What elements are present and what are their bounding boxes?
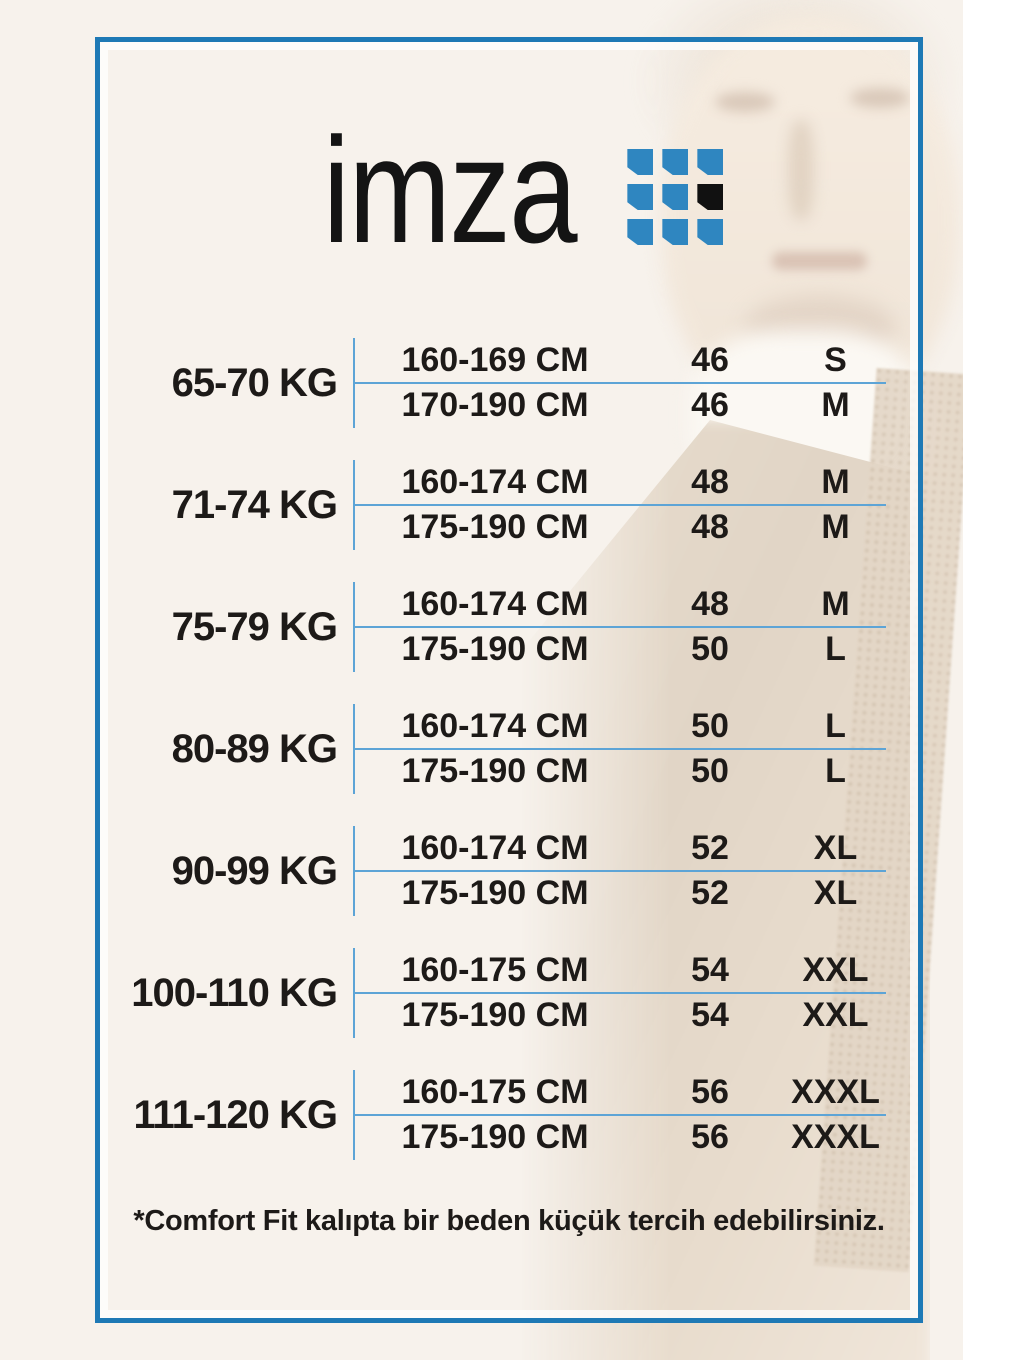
letter-cell: XXL — [802, 996, 869, 1034]
weight-group — [103, 460, 893, 550]
letter-cell: XXXL — [791, 1118, 880, 1156]
weight-group — [103, 948, 893, 1038]
logo-dot — [662, 219, 688, 245]
table-row — [355, 704, 886, 749]
size-cell: 50 — [691, 752, 729, 790]
height-cell: 170-190 CM — [401, 386, 589, 424]
table-row — [355, 338, 886, 383]
group-rows — [353, 1070, 886, 1160]
letter-cell: L — [825, 752, 846, 790]
group-rows — [353, 948, 886, 1038]
brand-logo-text: imza — [322, 106, 576, 274]
size-cell: 50 — [691, 707, 729, 745]
letter-cell: M — [821, 508, 850, 546]
letter-cell: M — [821, 386, 850, 424]
table-row — [355, 505, 886, 550]
size-cell: 46 — [691, 386, 729, 424]
letter-cell: XL — [813, 829, 858, 867]
group-rows — [353, 826, 886, 916]
letter-cell: L — [825, 630, 846, 668]
group-rows — [353, 338, 886, 428]
size-cell: 56 — [691, 1118, 729, 1156]
table-row — [355, 993, 886, 1038]
logo-dot — [627, 219, 653, 245]
size-cell: 46 — [691, 341, 729, 379]
height-cell: 175-190 CM — [401, 630, 589, 668]
weight-label: 111-120 KG — [133, 1092, 337, 1137]
height-cell: 160-175 CM — [401, 1073, 589, 1111]
group-rows — [353, 704, 886, 794]
letter-cell: XXL — [802, 951, 869, 989]
table-row — [355, 871, 886, 916]
comfort-fit-footnote: *Comfort Fit kalıpta bir beden küçük tercih edebilirsiniz. — [133, 1205, 885, 1237]
logo-dot — [697, 219, 723, 245]
weight-group — [103, 338, 893, 428]
weight-group — [103, 1070, 893, 1160]
table-row — [355, 826, 886, 871]
size-cell: 52 — [691, 829, 729, 867]
brand-logo — [100, 105, 918, 275]
weight-label: 90-99 KG — [171, 848, 337, 893]
size-cell: 48 — [691, 463, 729, 501]
size-cell: 54 — [691, 996, 729, 1034]
size-cell: 48 — [691, 585, 729, 623]
weight-group — [103, 826, 893, 916]
weight-group — [103, 704, 893, 794]
table-row — [355, 460, 886, 505]
size-cell: 50 — [691, 630, 729, 668]
height-cell: 160-175 CM — [401, 951, 589, 989]
weight-label: 65-70 KG — [171, 360, 337, 405]
logo-dot — [662, 149, 688, 175]
height-cell: 175-190 CM — [401, 508, 589, 546]
group-rows — [353, 460, 886, 550]
table-row — [355, 1115, 886, 1160]
weight-label: 100-110 KG — [131, 970, 337, 1015]
height-cell: 160-169 CM — [401, 341, 589, 379]
logo-dot — [697, 149, 723, 175]
logo-dot — [627, 184, 653, 210]
weight-group — [103, 582, 893, 672]
brand-logo-dots-grid — [627, 149, 723, 245]
table-row — [355, 749, 886, 794]
logo-dot — [627, 149, 653, 175]
table-row — [355, 948, 886, 993]
letter-cell: XL — [813, 874, 858, 912]
size-cell: 48 — [691, 508, 729, 546]
table-row — [355, 383, 886, 428]
height-cell: 175-190 CM — [401, 874, 589, 912]
letter-cell: L — [825, 707, 846, 745]
table-row — [355, 627, 886, 672]
height-cell: 160-174 CM — [401, 829, 589, 867]
height-cell: 175-190 CM — [401, 1118, 589, 1156]
size-cell: 54 — [691, 951, 729, 989]
height-cell: 160-174 CM — [401, 585, 589, 623]
letter-cell: M — [821, 585, 850, 623]
letter-cell: XXXL — [791, 1073, 880, 1111]
height-cell: 175-190 CM — [401, 996, 589, 1034]
weight-label: 75-79 KG — [171, 604, 337, 649]
letter-cell: S — [824, 341, 847, 379]
weight-label: 80-89 KG — [171, 726, 337, 771]
size-table — [103, 338, 893, 1192]
table-row — [355, 582, 886, 627]
logo-dot — [697, 184, 723, 210]
size-cell: 56 — [691, 1073, 729, 1111]
group-rows — [353, 582, 886, 672]
right-white-strip — [963, 0, 1020, 1360]
size-cell: 52 — [691, 874, 729, 912]
logo-dot — [662, 184, 688, 210]
weight-label: 71-74 KG — [171, 482, 337, 527]
height-cell: 160-174 CM — [401, 707, 589, 745]
height-cell: 175-190 CM — [401, 752, 589, 790]
letter-cell: M — [821, 463, 850, 501]
table-row — [355, 1070, 886, 1115]
height-cell: 160-174 CM — [401, 463, 589, 501]
